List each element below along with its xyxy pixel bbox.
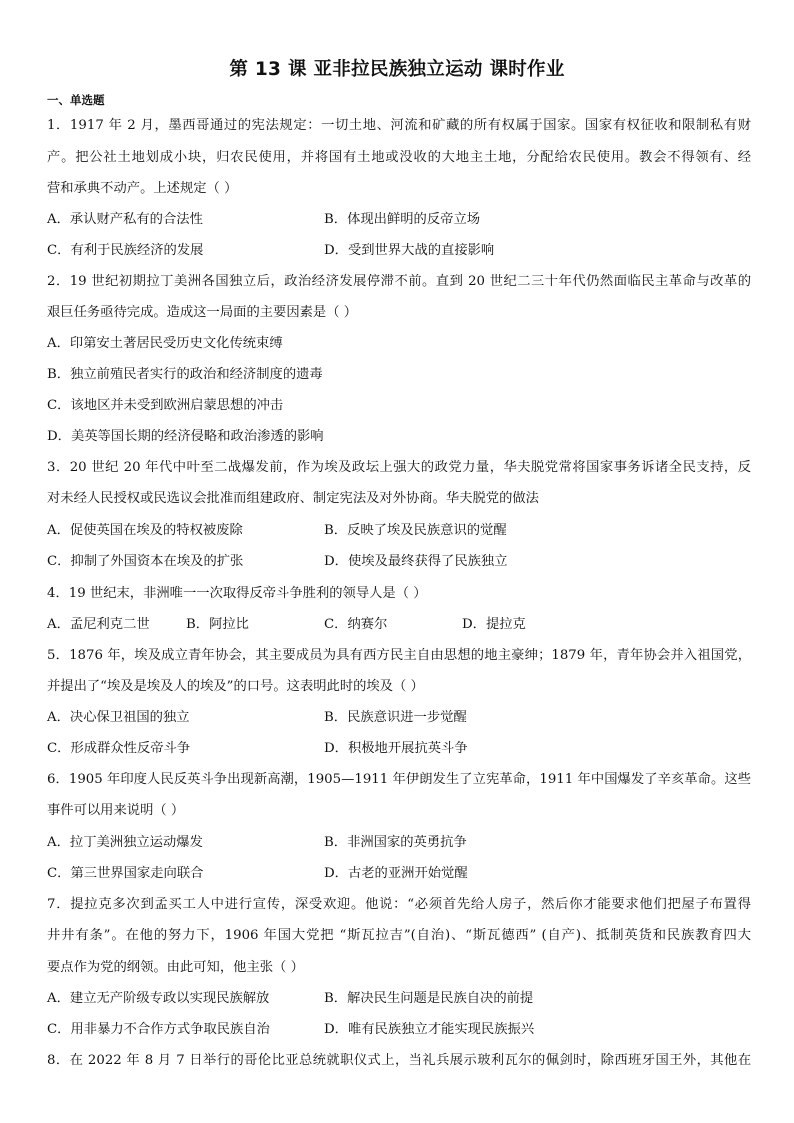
question-5-option-b: B．民族意识进一步觉醒	[324, 710, 467, 725]
question-4-option-d: D．提拉克	[462, 617, 526, 632]
question-6-line-1: 6．1905 年印度人民反英斗争出现新高潮，1905—1911 年伊朗发生了立宪革命，1911 年中国爆发了辛亥革命。这些	[47, 772, 751, 787]
question-8-line-1: 8．在 2022 年 8 月 7 日举行的哥伦比亚总统就职仪式上，当礼兵展示玻利瓦尔的佩剑时，除西班牙国王外，其他在	[47, 1053, 751, 1068]
question-4-line-1: 4．19 世纪末，非洲唯一一次取得反帝斗争胜利的领导人是（ ）	[47, 586, 427, 601]
question-1-line-2: 产。把公社土地划成小块，归农民使用，并将国有土地或没收的大地主土地，分配给农民使用。教会不得领有、经	[47, 150, 751, 165]
question-5-line-1: 5．1876 年，埃及成立青年协会，其主要成员为具有西方民主自由思想的地主豪绅；1879 年，青年协会并入祖国党，	[47, 648, 751, 663]
question-1-option-b: B．体现出鲜明的反帝立场	[324, 212, 481, 227]
question-2-option-d: D．美英等国长期的经济侵略和政治渗透的影响	[47, 429, 324, 444]
question-3-option-c: C．抑制了外国资本在埃及的扩张	[47, 554, 244, 569]
question-1-option-a: A．承认财产私有的合法性	[47, 212, 203, 227]
question-7-option-d: D．唯有民族独立才能实现民族振兴	[324, 1022, 535, 1037]
question-7-line-3: 要点作为党的纲领。由此可知，他主张（ ）	[47, 960, 304, 975]
page-title: 第 13 课 亚非拉民族独立运动 课时作业	[229, 59, 565, 80]
question-1-option-c: C．有利于民族经济的发展	[47, 243, 204, 258]
question-5-option-d: D．积极地开展抗英斗争	[324, 741, 468, 756]
question-4-option-c: C．纳赛尔	[324, 617, 388, 632]
question-2-line-1: 2．19 世纪初期拉丁美洲各国独立后，政治经济发展停滞不前。直到 20 世纪二三十年代仍然面临民主革命与改革的	[47, 274, 751, 289]
question-2-line-2: 艰巨任务亟待完成。造成这一局面的主要因素是（ ）	[47, 305, 358, 320]
question-6-option-b: B．非洲国家的英勇抗争	[324, 835, 467, 850]
question-5-option-a: A．决心保卫祖国的独立	[47, 710, 190, 725]
question-6-line-2: 事件可以用来说明（ ）	[47, 803, 185, 818]
question-6-option-d: D．古老的亚洲开始觉醒	[324, 866, 468, 881]
question-2-option-c: C．该地区并未受到欧洲启蒙思想的冲击	[47, 398, 284, 413]
question-6-option-c: C．第三世界国家走向联合	[47, 866, 204, 881]
question-3-line-2: 对未经人民授权或民选议会批准而组建政府、制定宪法及对外协商。华夫脱党的做法	[47, 491, 539, 506]
question-3-option-b: B．反映了埃及民族意识的觉醒	[324, 523, 507, 538]
question-5-line-2: 并提出了“埃及是埃及人的埃及”的口号。这表明此时的埃及（ ）	[47, 679, 424, 694]
question-7-option-b: B．解决民生问题是民族自决的前提	[324, 991, 534, 1006]
question-4-option-b: B．阿拉比	[186, 617, 249, 632]
question-1-line-1: 1．1917 年 2 月，墨西哥通过的宪法规定：一切土地、河流和矿藏的所有权属于国家。国家有权征收和限制私有财	[47, 118, 751, 133]
question-1-option-d: D．受到世界大战的直接影响	[324, 243, 495, 258]
question-1-line-3: 营和承典不动产。上述规定（ ）	[47, 181, 238, 196]
question-3-line-1: 3．20 世纪 20 年代中叶至二战爆发前，作为埃及政坛上强大的政党力量，华夫脱党常将国家事务诉诸全民支持，反	[47, 460, 751, 475]
question-7-option-c: C．用非暴力不合作方式争取民族自治	[47, 1022, 270, 1037]
question-7-line-2: 井井有条”。在他的努力下，1906 年国大党把 “斯瓦拉吉”(自治)、“斯瓦德西” (自产)、抵制英货和民族教育四大	[47, 928, 751, 943]
question-5-option-c: C．形成群众性反帝斗争	[47, 741, 191, 756]
question-4-option-a: A．孟尼利克二世	[47, 617, 150, 632]
question-3-option-a: A．促使英国在埃及的特权被废除	[47, 523, 243, 538]
question-2-option-b: B．独立前殖民者实行的政治和经济制度的遗毒	[47, 367, 323, 382]
question-6-option-a: A．拉丁美洲独立运动爆发	[47, 835, 203, 850]
question-7-line-1: 7．提拉克多次到孟买工人中进行宣传，深受欢迎。他说：“必须首先给人房子，然后你才能要求他们把屋子布置得	[47, 897, 751, 912]
question-7-option-a: A．建立无产阶级专政以实现民族解放	[47, 991, 270, 1006]
question-2-option-a: A．印第安土著居民受历史文化传统束缚	[47, 336, 283, 351]
question-3-option-d: D．使埃及最终获得了民族独立	[324, 554, 508, 569]
section-heading: 一、单选题	[47, 93, 105, 107]
